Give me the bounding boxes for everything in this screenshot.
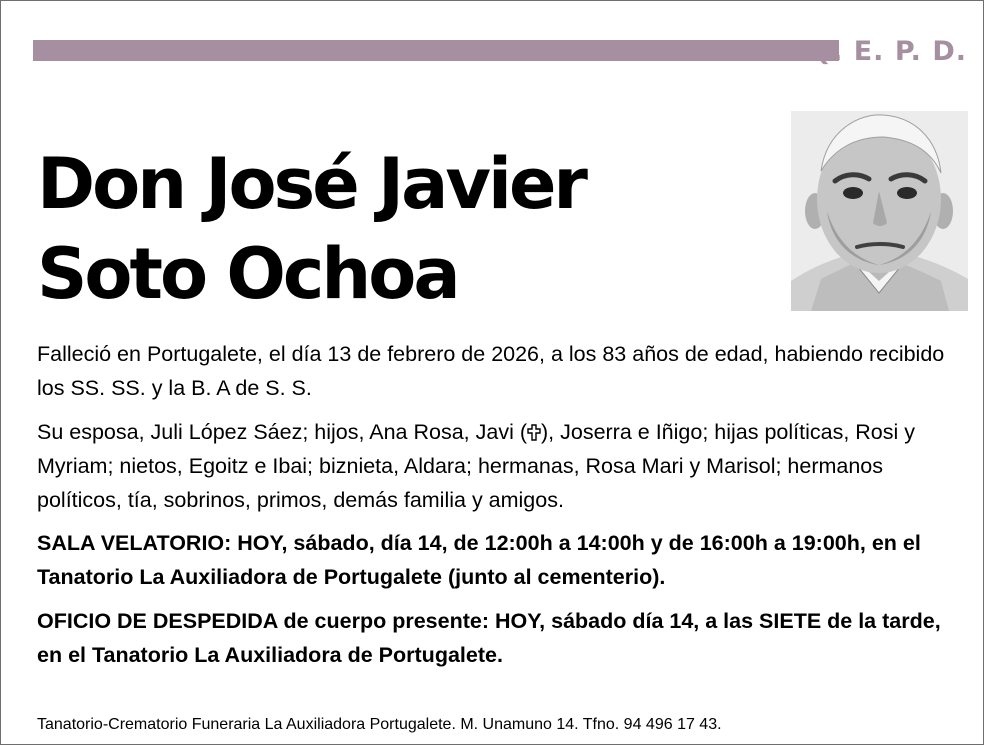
portrait-illustration	[791, 111, 968, 311]
qepd-label: Q. E. P. D.	[808, 36, 967, 67]
family-list-part-1: Su esposa, Juli López Sáez; hijos, Ana Rosa, Javi (	[37, 420, 527, 444]
name-line-2: Soto Ochoa	[37, 233, 458, 315]
wake-room-info: SALA VELATORIO: HOY, sábado, día 14, de 12:00h a 14:00h y de 16:00h a 19:00h, en el Tanatorio La Auxiliadora de Portugalete (junto al cementerio).	[37, 531, 921, 589]
cross-icon	[527, 417, 541, 434]
family-list-part-2: ), Joserra e Iñigo; hijas políticas, Rosi y Myriam; nietos, Egoitz e Ibai; biznieta, Aldara; hermanas, Rosa Mari y Marisol; hermanos políticos, tía, sobrinos, primos, demás familia y amigos.	[37, 420, 916, 512]
farewell-service-info: OFICIO DE DESPEDIDA de cuerpo presente: HOY, sábado día 14, a las SIETE de la tarde, en el Tanatorio La Auxiliadora de Portugalete.	[37, 609, 941, 667]
funeral-home-footer: Tanatorio-Crematorio Funeraria La Auxiliadora Portugalete. M. Unamuno 14. Tfno. 94 496 17 43.	[37, 716, 722, 733]
header-bar	[33, 40, 839, 61]
name-line-1: Don José Javier	[37, 143, 585, 225]
family-list	[37, 415, 957, 517]
deceased-name	[37, 139, 585, 319]
death-announcement: Falleció en Portugalete, el día 13 de febrero de 2026, a los 83 años de edad, habiendo recibido los SS. SS. y la B. A de S. S.	[37, 342, 945, 400]
portrait-photo	[791, 111, 968, 311]
